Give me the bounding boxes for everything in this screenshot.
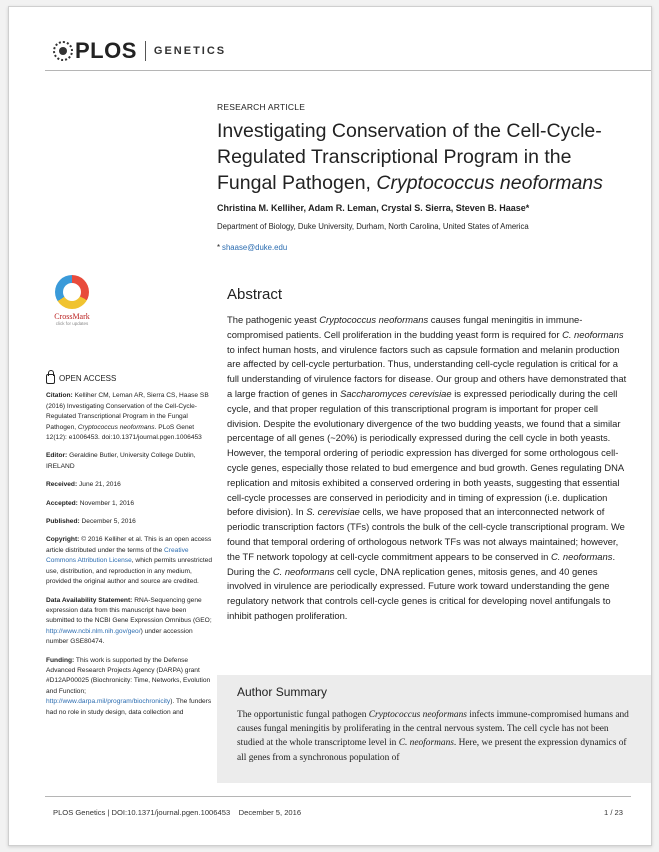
title-line-1: Investigating Conservation of the Cell-Cycle- bbox=[217, 120, 602, 142]
author-summary-heading: Author Summary bbox=[237, 685, 328, 699]
darpa-link[interactable]: http://www.darpa.mil/program/biochronicity bbox=[46, 698, 171, 706]
copyright-block bbox=[46, 535, 216, 587]
summary-segment: infects immune-compromised humans and causes fungal meningitis by proliferating in the central nervous system. The cell cycle has not been studied at the whole transcriptome level in bbox=[237, 710, 629, 749]
copyright-text-2: , which permits unrestricted use, distribution, and reproduction in any medium, provided the original author and source are credited. bbox=[46, 557, 213, 586]
crossmark-badge[interactable] bbox=[47, 275, 97, 326]
editor-text: Geraldine Butler, University College Dublin, IRELAND bbox=[46, 452, 196, 470]
geo-link[interactable]: http://www.ncbi.nlm.nih.gov/geo/ bbox=[46, 627, 141, 635]
summary-species: C. neoformans bbox=[398, 738, 454, 749]
author-list: Christina M. Kelliher, Adam R. Leman, Crystal S. Sierra, Steven B. Haase* bbox=[217, 203, 530, 213]
license-link[interactable]: Creative Commons Attribution License bbox=[46, 546, 189, 565]
footer-rule bbox=[45, 796, 631, 797]
funding-text-2: ). The funders had no role in study design, data collection and bbox=[46, 698, 212, 716]
received-label: Received: bbox=[46, 481, 78, 489]
editor-label: Editor: bbox=[46, 452, 68, 460]
crossmark-icon bbox=[55, 275, 89, 309]
crossmark-name: CrossMark bbox=[54, 312, 90, 321]
funding-label: Funding: bbox=[46, 656, 75, 664]
title-line-2: Regulated Transcriptional Program in the bbox=[217, 146, 572, 168]
affiliation: Department of Biology, Duke University, Durham, North Carolina, United States of America bbox=[217, 222, 529, 231]
citation-text: Kelliher CM, Leman AR, Sierra CS, Haase SB (2016) Investigating Conservation of the Cell-Cycle-Regulated Transcriptional Program in the Fungal Pathogen, bbox=[46, 392, 209, 431]
abstract-species: S. cerevisiae bbox=[306, 506, 360, 518]
published-date: December 5, 2016 bbox=[81, 518, 136, 526]
copyright-text-1: © 2016 Kelliher et al. This is an open access article distributed under the terms of the bbox=[46, 536, 212, 554]
article-sidebar bbox=[46, 374, 216, 726]
accepted-label: Accepted: bbox=[46, 499, 78, 507]
citation-end: . PLoS Genet 12(12): e1006453. doi:10.1371/journal.pgen.1006453 bbox=[46, 423, 202, 442]
header-rule bbox=[45, 70, 651, 71]
abstract-species: C. neoformans bbox=[272, 565, 335, 577]
abstract-segment: cells, we have proposed that an interconnected network of periodic transcription factors (TFs) controls the bulk of the cell-cycle transcriptional program. We found that temporal ordering of orthologous network TFs was not always maintained; however, the TF network topology at cell-cycle commitment appears to be conserved in bbox=[227, 506, 625, 562]
abstract-segment: causes fungal meningitis in immune-compromised patients. Cell proliferation in the budding yeast form is required for bbox=[227, 314, 583, 340]
abstract-species: C. neoformans bbox=[562, 328, 624, 340]
email-link[interactable]: shaase@duke.edu bbox=[222, 243, 288, 252]
abstract-species: Cryptococcus neoformans bbox=[319, 314, 429, 325]
funding-text-1: This work is supported by the Defense Advanced Research Projects Agency (DARPA) grant #D12AP00025 (Biochronicity: Time, Networks, Evolution and Function; bbox=[46, 656, 211, 695]
accepted-block bbox=[46, 499, 216, 509]
published-block bbox=[46, 517, 216, 527]
copyright-label: Copyright: bbox=[46, 536, 80, 544]
abstract-segment: to infect human hosts, and virulence factors such as capsule formation and melanin production are affected by cell-cycle perturbation. Thus, understanding cell-cycle regulation is critical for a full understanding of virulence factors for disease. Our group and others have demonstrated that a large fraction of genes in bbox=[227, 343, 627, 399]
lock-icon bbox=[46, 374, 55, 384]
funding-block bbox=[46, 656, 216, 718]
abstract-segment: cell cycle, DNA replication genes, mitosis genes, and 40 genes involved in virulence are periodically expressed. Future work toward understanding the gene regulatory network that controls cell-cycle genes is critical for developing novel antifungals to inhibit pathogen proliferation. bbox=[227, 565, 611, 621]
corresponding-star: * bbox=[217, 243, 221, 252]
abstract-segment: The pathogenic yeast bbox=[227, 314, 320, 325]
abstract-segment: is expressed periodically during the cell cycle, and that proper regulation of this transcriptional program is important for proper cell division. Despite the evolutionary divergence of the two budding yeasts, we found that a similar percentage of all genes (~20%) is periodically expressed during the cell cycle in both yeasts. However, the temporal ordering of periodic expression has diverged for some orthologous cell-cycle genes, especially those related to bud emergence and bud growth. Genes regulating DNA replication and mitosis exhibited a conserved ordering in both yeasts, suggesting that essential cell-cycle processes are conserved in periodicity and in timing of expression (i.e. duplication before division). In bbox=[227, 387, 624, 518]
author-summary-text bbox=[237, 708, 637, 765]
plos-logo-text: PLOS bbox=[75, 38, 137, 63]
open-access-label bbox=[46, 374, 216, 384]
data-availability-block bbox=[46, 596, 216, 648]
header-divider bbox=[145, 41, 146, 61]
abstract-segment: . During the bbox=[227, 550, 616, 577]
page-number: 1 / 23 bbox=[604, 808, 623, 817]
received-date: June 21, 2016 bbox=[79, 481, 121, 489]
abstract-species: C. neoformans bbox=[550, 550, 613, 562]
summary-segment: The opportunistic fungal pathogen bbox=[237, 710, 369, 720]
editor-block bbox=[46, 451, 216, 472]
abstract-species: Saccharomyces cerevisiae bbox=[340, 387, 452, 399]
journal-header bbox=[53, 38, 226, 64]
crossmark-subtitle: click for updates bbox=[55, 321, 89, 326]
published-label: Published: bbox=[46, 518, 80, 526]
plos-logo-icon bbox=[53, 41, 73, 61]
citation-block bbox=[46, 391, 216, 443]
summary-species: Cryptococcus neoformans bbox=[368, 710, 467, 720]
open-access-text: OPEN ACCESS bbox=[59, 374, 117, 383]
journal-name: GENETICS bbox=[153, 45, 227, 57]
summary-segment: . Here, we present the expression dynamics of all genes from a synchronous population of bbox=[237, 738, 627, 763]
data-availability-text-2: ) under accession number GSE80474. bbox=[46, 627, 193, 646]
title-species: Cryptococcus neoformans bbox=[376, 172, 603, 194]
article-title bbox=[217, 118, 637, 196]
received-block bbox=[46, 480, 216, 490]
data-availability-label: Data Availability Statement: bbox=[46, 596, 133, 604]
title-line-3: Fungal Pathogen, bbox=[217, 172, 377, 194]
abstract-heading: Abstract bbox=[227, 286, 283, 303]
author-summary-box bbox=[217, 675, 651, 783]
footer-citation: PLOS Genetics | DOI:10.1371/journal.pgen.1006453 December 5, 2016 bbox=[53, 808, 302, 817]
citation-label: Citation: bbox=[46, 392, 73, 400]
corresponding-email bbox=[217, 243, 287, 252]
data-availability-text-1: RNA-Sequencing gene expression data from this manuscript have been submitted to the NCBI Gene Expression Omnibus (GEO; bbox=[46, 596, 212, 625]
citation-species: Cryptococcus neoformans bbox=[77, 423, 155, 431]
abstract-text bbox=[227, 313, 629, 624]
article-type: RESEARCH ARTICLE bbox=[217, 102, 306, 112]
paper-page bbox=[8, 6, 652, 846]
accepted-date: November 1, 2016 bbox=[79, 499, 134, 507]
